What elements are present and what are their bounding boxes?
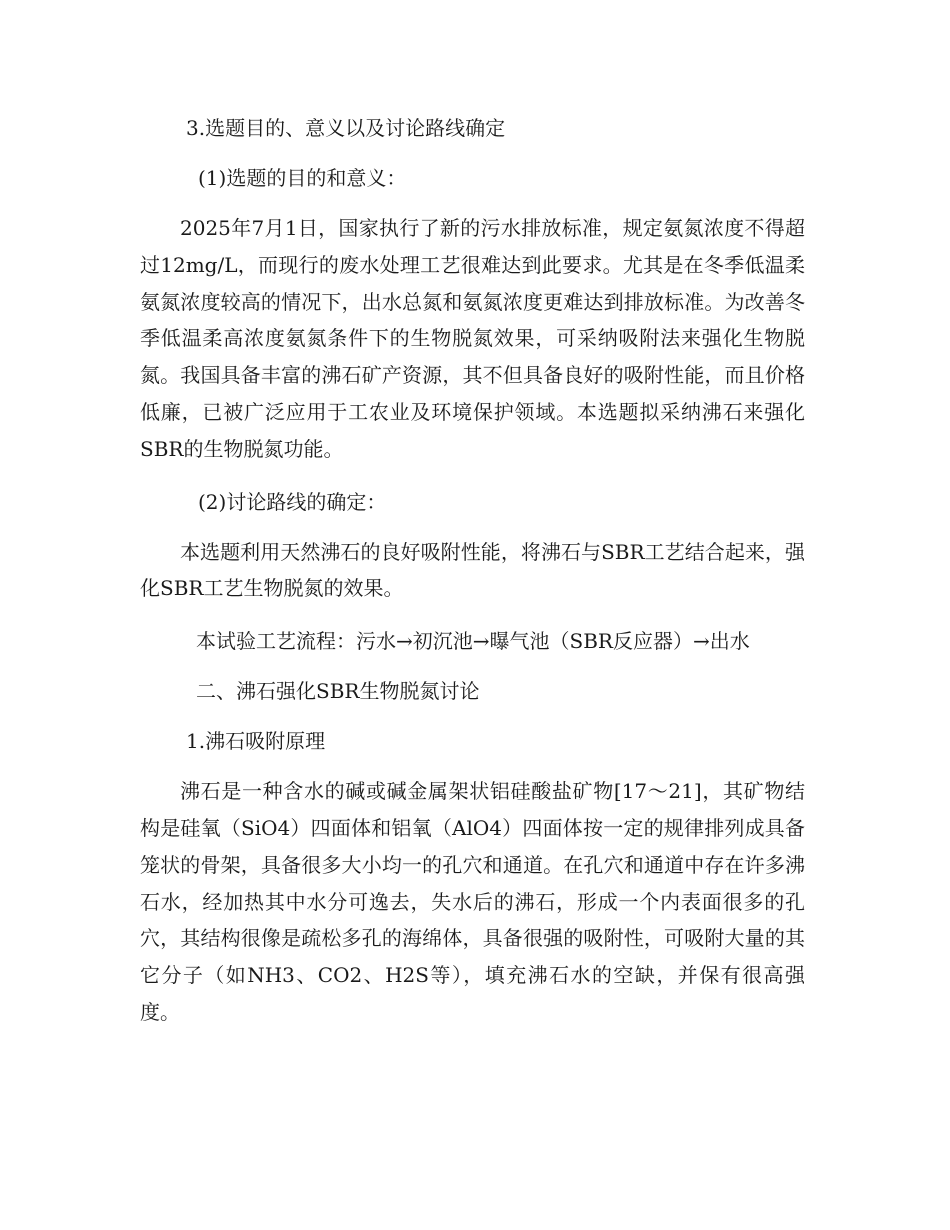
section-heading-3: 3.选题目的、意义以及讨论路线确定 (186, 116, 506, 140)
paragraph-zeolite: 沸石是一种含水的碱或碱金属架状铝硅酸盐矿物[17～21]，其矿物结构是硅氧（SiO4）四面体和铝氧（AlO4）四面体按一定的规律排列成具备笼状的骨架，具备很多大小均一的孔穴和通道。在孔穴和通道中存在许多沸石水，经加热其中水分可逸去，失水后的沸石，形成一个内表面很多的孔穴，其结构很像是疏松多孔的海绵体，具备很强的吸附性，可吸附大量的其它分子（如NH3、CO2、H2S等），填充沸石水的空缺，并保有很高强度。 (140, 779, 805, 1024)
document-page (140, 110, 805, 1031)
paragraph-route: 本选题利用天然沸石的良好吸附性能，将沸石与SBR工艺结合起来，强化SBR工艺生物脱氮的效果。 (140, 539, 805, 601)
paragraph-process-flow: 本试验工艺流程：污水→初沉池→曝气池（SBR反应器）→出水 (196, 629, 750, 654)
paragraph-purpose: 2025年7月1日，国家执行了新的污水排放标准，规定氨氮浓度不得超过12mg/L，而现行的废水处理工艺很难达到此要求。尤其是在冬季低温柔氨氮浓度较高的情况下，出水总氮和氨氮浓度更难达到排放标准。为改善冬季低温柔高浓度氨氮条件下的生物脱氮效果，可采纳吸附法来强化生物脱氮。我国具备丰富的沸石矿产资源，其不但具备良好的吸附性能，而且价格低廉，已被广泛应用于工农业及环境保护领域。本选题拟采纳沸石来强化SBR的生物脱氮功能。 (140, 216, 805, 461)
subheading-route: (2)讨论路线的确定： (198, 489, 387, 514)
subheading-purpose: (1)选题的目的和意义： (198, 166, 407, 190)
subheading-zeolite-principle: 1.沸石吸附原理 (186, 729, 326, 754)
section-heading-2: 二、沸石强化SBR生物脱氮讨论 (196, 679, 480, 704)
